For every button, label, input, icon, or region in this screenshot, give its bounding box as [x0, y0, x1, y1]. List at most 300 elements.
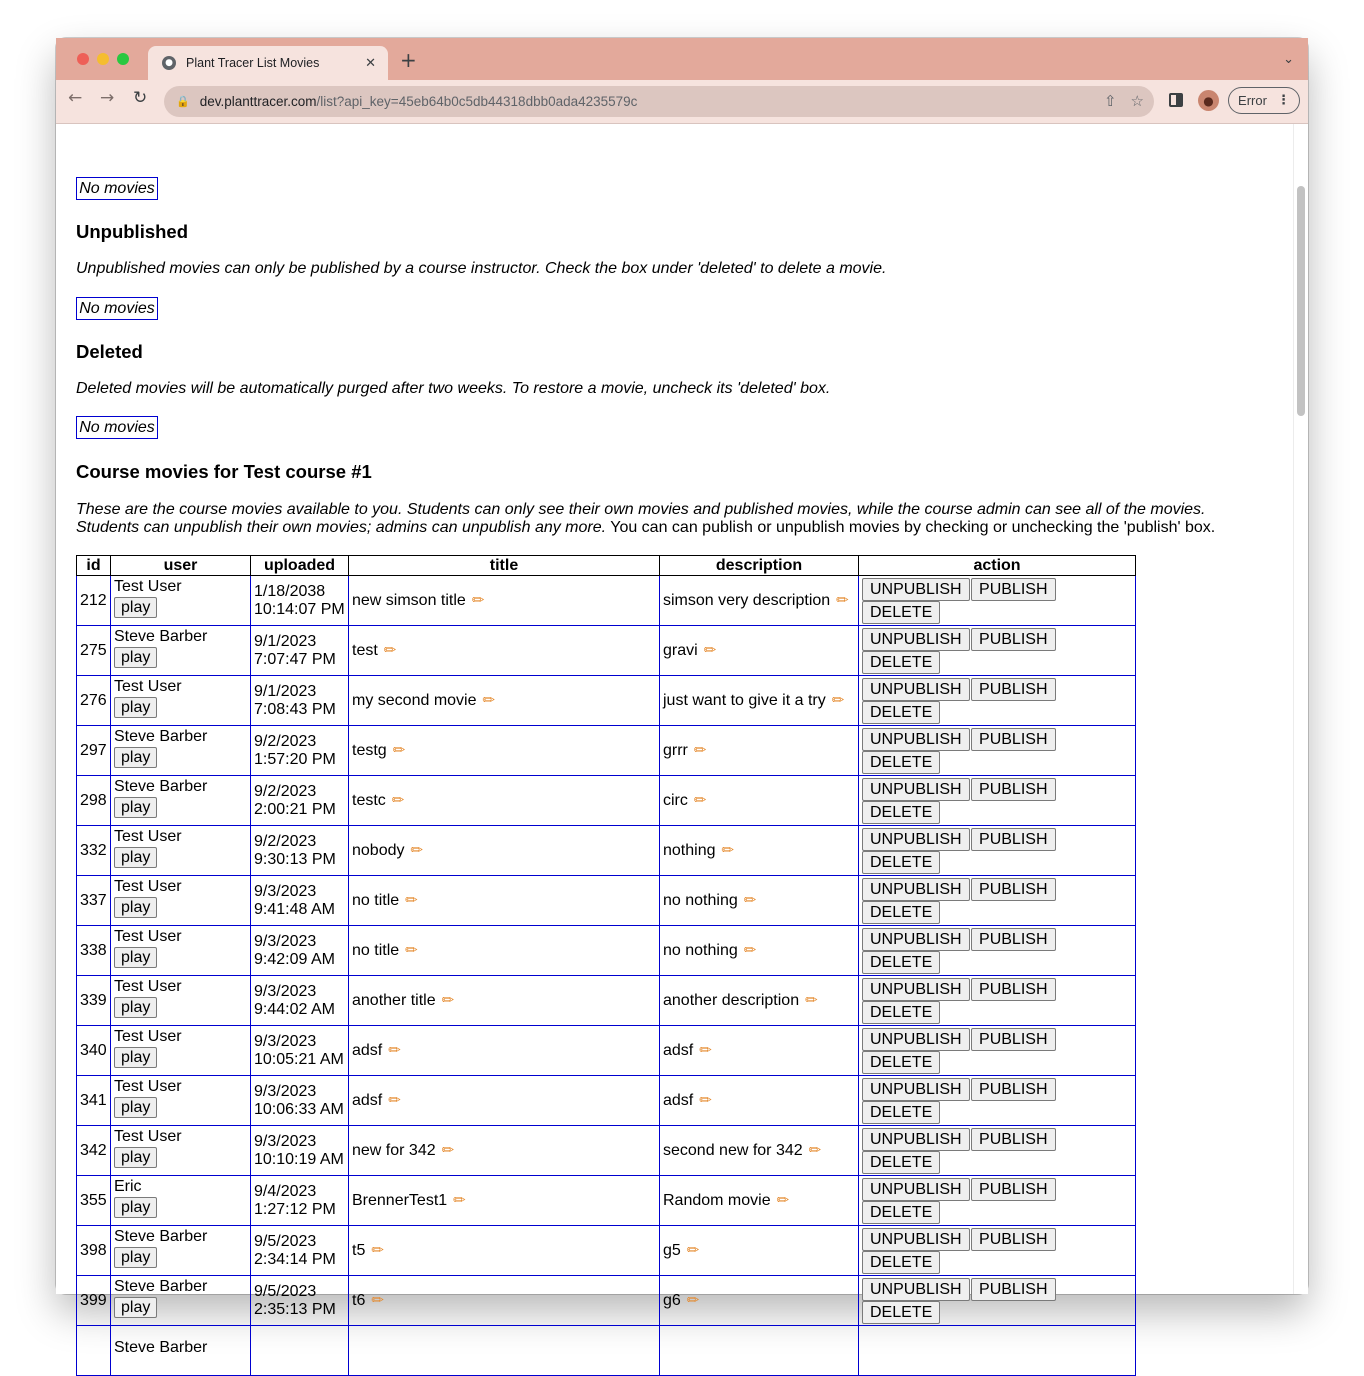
pencil-edit-icon[interactable]: ✏: [743, 941, 757, 959]
unpublish-button[interactable]: UNPUBLISH: [862, 1228, 970, 1251]
cell-uploaded: [251, 576, 349, 626]
tab-plant-tracer[interactable]: [148, 46, 388, 80]
cell-uploaded: [251, 1026, 349, 1076]
cell-id: 339: [77, 976, 111, 1026]
unpublish-button[interactable]: UNPUBLISH: [862, 1078, 970, 1101]
header-uploaded: uploaded: [251, 556, 349, 576]
cell-uploaded: [251, 876, 349, 926]
movie-description: Random movie: [663, 1192, 771, 1209]
cell-uploaded: [251, 1176, 349, 1226]
cell-description: [660, 1326, 859, 1376]
pencil-edit-icon[interactable]: ✏: [831, 691, 845, 709]
pencil-edit-icon[interactable]: ✏: [410, 841, 424, 859]
publish-button[interactable]: PUBLISH: [971, 728, 1055, 751]
play-button[interactable]: play: [114, 1197, 157, 1218]
movie-title: testc: [352, 792, 386, 809]
upload-date: 9/1/2023: [254, 632, 317, 650]
cell-action: [859, 676, 1136, 726]
pencil-edit-icon[interactable]: ✏: [836, 591, 849, 609]
upload-date: 9/3/2023: [254, 882, 317, 900]
cell-title: [349, 676, 660, 726]
upload-time: 10:05:21 AM: [254, 1050, 344, 1068]
unpublished-note: Unpublished movies can only be published by a course instructor. Check the box under 'deleted' to delete a movie.: [76, 260, 887, 277]
cell-description: [660, 1226, 859, 1276]
upload-date: 9/5/2023: [254, 1232, 317, 1250]
publish-button[interactable]: PUBLISH: [971, 1228, 1055, 1251]
movie-title: t6: [352, 1292, 366, 1309]
pencil-edit-icon[interactable]: ✏: [699, 1091, 712, 1109]
cell-title: [349, 876, 660, 926]
pencil-edit-icon[interactable]: ✏: [371, 1291, 384, 1309]
user-name: Eric: [114, 1177, 142, 1195]
cell-id: 298: [77, 776, 111, 826]
cell-user: [111, 776, 251, 826]
minimize-window-button[interactable]: [97, 53, 109, 65]
play-button[interactable]: play: [114, 1097, 157, 1118]
cell-user: [111, 976, 251, 1026]
cell-user: [111, 1076, 251, 1126]
upload-date: 9/3/2023: [254, 1032, 317, 1050]
pencil-edit-icon[interactable]: ✏: [392, 741, 406, 759]
cell-user: [111, 1176, 251, 1226]
cell-action: [859, 576, 1136, 626]
kebab-menu-icon: ⋮: [1276, 93, 1290, 108]
unpublish-button[interactable]: UNPUBLISH: [862, 1028, 970, 1051]
table-row: [77, 976, 1136, 1026]
cell-description: [660, 926, 859, 976]
cell-user: [111, 576, 251, 626]
delete-button[interactable]: DELETE: [862, 1201, 940, 1224]
cell-description: [660, 576, 859, 626]
cell-action: [859, 1026, 1136, 1076]
movie-description: gravi: [663, 642, 698, 659]
user-name: Test User: [114, 577, 182, 595]
tab-search-chevron-icon[interactable]: ⌄: [1283, 52, 1294, 67]
tab-title: Plant Tracer List Movies: [186, 56, 320, 70]
table-row: [77, 1126, 1136, 1176]
cell-title: [349, 1276, 660, 1326]
upload-time: 10:06:33 AM: [254, 1100, 344, 1118]
back-arrow-icon[interactable]: ←: [68, 88, 83, 108]
cell-action: [859, 926, 1136, 976]
table-row: [77, 676, 1136, 726]
movie-description: adsf: [663, 1042, 694, 1059]
upload-time: 9:42:09 AM: [254, 950, 335, 968]
cell-action: [859, 976, 1136, 1026]
cell-action: [859, 776, 1136, 826]
publish-button[interactable]: PUBLISH: [971, 878, 1055, 901]
cell-id: 341: [77, 1076, 111, 1126]
cell-uploaded: [251, 676, 349, 726]
unpublish-button[interactable]: UNPUBLISH: [862, 1128, 970, 1151]
url-text[interactable]: dev.planttracer.com/list?api_key=45eb64b0c5db44318dbb0ada4235579c: [199, 94, 638, 109]
pencil-edit-icon[interactable]: ✏: [405, 891, 418, 909]
upload-date: 9/2/2023: [254, 782, 317, 800]
pencil-edit-icon[interactable]: ✏: [383, 641, 397, 659]
cell-user: [111, 826, 251, 876]
table-row: [77, 1226, 1136, 1276]
forward-arrow-icon[interactable]: →: [100, 88, 115, 108]
movie-title: my second movie: [352, 692, 477, 709]
publish-button[interactable]: PUBLISH: [971, 978, 1055, 1001]
browser-window: [56, 38, 1308, 1356]
cell-uploaded: [251, 626, 349, 676]
delete-button[interactable]: DELETE: [862, 1151, 940, 1174]
published-empty-box: No movies: [76, 177, 158, 200]
cell-id: 398: [77, 1226, 111, 1276]
cell-title: [349, 776, 660, 826]
cell-user: [111, 1276, 251, 1326]
cell-action: [859, 1276, 1136, 1326]
movie-title: adsf: [352, 1092, 383, 1109]
upload-time: 2:35:13 PM: [254, 1300, 336, 1318]
cell-description: [660, 776, 859, 826]
cell-description: [660, 626, 859, 676]
play-button[interactable]: play: [114, 1047, 157, 1068]
cell-title: [349, 1176, 660, 1226]
header-action: action: [859, 556, 1136, 576]
upload-time: 9:41:48 AM: [254, 900, 335, 918]
user-name: Test User: [114, 1077, 182, 1095]
upload-time: 7:08:43 PM: [254, 700, 336, 718]
cell-title: [349, 626, 660, 676]
upload-time: 7:07:47 PM: [254, 650, 336, 668]
cell-user: [111, 676, 251, 726]
movie-title: no title: [352, 942, 400, 959]
movie-title: new for 342: [352, 1142, 436, 1159]
pencil-edit-icon[interactable]: ✏: [482, 691, 496, 709]
cell-id: 342: [77, 1126, 111, 1176]
unpublish-button[interactable]: UNPUBLISH: [862, 678, 970, 701]
header-user: user: [111, 556, 251, 576]
publish-button[interactable]: PUBLISH: [971, 1178, 1055, 1201]
cell-user: [111, 626, 251, 676]
pencil-edit-icon[interactable]: ✏: [743, 891, 757, 909]
side-panel-icon[interactable]: [1169, 93, 1183, 107]
unpublish-button[interactable]: UNPUBLISH: [862, 628, 970, 651]
cell-user: [111, 726, 251, 776]
publish-button[interactable]: PUBLISH: [971, 678, 1055, 701]
delete-button[interactable]: DELETE: [862, 601, 940, 624]
upload-time: 9:44:02 AM: [254, 1000, 335, 1018]
cell-action: [859, 726, 1136, 776]
table-row: [77, 1276, 1136, 1326]
browser-toolbar: [56, 80, 1308, 124]
cell-title: [349, 1076, 660, 1126]
movie-description: second new for 342: [663, 1142, 803, 1159]
cell-id: 212: [77, 576, 111, 626]
upload-date: 9/2/2023: [254, 832, 317, 850]
cell-title: [349, 976, 660, 1026]
delete-button[interactable]: DELETE: [862, 1301, 940, 1324]
movie-title: test: [352, 642, 378, 659]
cell-action: [859, 1076, 1136, 1126]
cell-id: 276: [77, 676, 111, 726]
cell-description: [660, 826, 859, 876]
upload-time: 10:10:19 AM: [254, 1150, 344, 1168]
cell-user: [111, 926, 251, 976]
delete-button[interactable]: DELETE: [862, 901, 940, 924]
cell-title: [349, 1126, 660, 1176]
publish-button[interactable]: PUBLISH: [971, 628, 1055, 651]
publish-button[interactable]: PUBLISH: [971, 778, 1055, 801]
table-row: [77, 1076, 1136, 1126]
user-name: Test User: [114, 927, 182, 945]
delete-button[interactable]: DELETE: [862, 751, 940, 774]
upload-time: 2:00:21 PM: [254, 800, 336, 818]
play-button[interactable]: play: [114, 947, 157, 968]
cell-description: [660, 1276, 859, 1326]
movie-title: new simson title: [352, 592, 466, 609]
upload-time: 1:27:12 PM: [254, 1200, 336, 1218]
unpublish-button[interactable]: UNPUBLISH: [862, 978, 970, 1001]
cell-action: [859, 1226, 1136, 1276]
pencil-edit-icon[interactable]: ✏: [686, 1241, 700, 1259]
table-row: [77, 776, 1136, 826]
close-window-button[interactable]: [77, 53, 89, 65]
publish-button[interactable]: PUBLISH: [971, 1128, 1055, 1151]
table-row: [77, 626, 1136, 676]
user-name: Test User: [114, 1127, 182, 1145]
pencil-edit-icon[interactable]: ✏: [776, 1191, 790, 1209]
cell-id: 275: [77, 626, 111, 676]
unpublish-button[interactable]: UNPUBLISH: [862, 878, 970, 901]
unpublish-button[interactable]: UNPUBLISH: [862, 728, 970, 751]
close-tab-icon[interactable]: ✕: [365, 55, 376, 71]
movie-description: another description: [663, 992, 800, 1009]
cell-title: [349, 926, 660, 976]
play-button[interactable]: play: [114, 897, 157, 918]
publish-button[interactable]: PUBLISH: [971, 828, 1055, 851]
movie-description: circ: [663, 792, 688, 809]
star-icon[interactable]: ☆: [1130, 92, 1144, 110]
pencil-edit-icon[interactable]: ✏: [391, 791, 405, 809]
publish-button[interactable]: PUBLISH: [971, 1078, 1055, 1101]
cell-id: 297: [77, 726, 111, 776]
pencil-edit-icon[interactable]: ✏: [693, 741, 707, 759]
upload-date: 9/3/2023: [254, 932, 317, 950]
new-tab-button[interactable]: +: [400, 48, 417, 72]
user-name: Test User: [114, 827, 182, 845]
page-viewport: [56, 124, 1308, 1356]
upload-date: 9/2/2023: [254, 732, 317, 750]
user-name: Test User: [114, 877, 182, 895]
delete-button[interactable]: DELETE: [862, 1051, 940, 1074]
pencil-edit-icon[interactable]: ✏: [471, 591, 485, 609]
movie-description: grrr: [663, 742, 688, 759]
movie-description: g6: [663, 1292, 681, 1309]
cell-action: [859, 826, 1136, 876]
unpublish-button[interactable]: UNPUBLISH: [862, 1278, 970, 1301]
cell-uploaded: [251, 1076, 349, 1126]
globe-icon: ●: [162, 56, 176, 70]
cell-description: [660, 1176, 859, 1226]
pencil-edit-icon[interactable]: ✏: [371, 1241, 384, 1259]
cell-action: [859, 626, 1136, 676]
delete-button[interactable]: DELETE: [862, 1251, 940, 1274]
play-button[interactable]: play: [114, 647, 157, 668]
upload-date: 9/1/2023: [254, 682, 317, 700]
user-name: Steve Barber: [114, 727, 208, 745]
publish-button[interactable]: PUBLISH: [971, 1028, 1055, 1051]
cell-description: [660, 676, 859, 726]
movie-description: just want to give it a try: [663, 692, 826, 709]
table-row: [77, 1326, 1136, 1376]
course-movies-heading: Course movies for Test course #1: [76, 461, 372, 482]
table-row: [77, 576, 1136, 626]
cell-user: [111, 1026, 251, 1076]
cell-description: [660, 1026, 859, 1076]
cell-uploaded: [251, 776, 349, 826]
profile-error-button[interactable]: Error ⋮: [1228, 87, 1300, 114]
cell-uploaded: [251, 1326, 349, 1376]
unpublish-button[interactable]: UNPUBLISH: [862, 1178, 970, 1201]
cell-user: [111, 1326, 251, 1376]
cell-id: 332: [77, 826, 111, 876]
pencil-edit-icon[interactable]: ✏: [441, 991, 455, 1009]
movie-description: no nothing: [663, 942, 738, 959]
scrollbar-thumb[interactable]: [1297, 186, 1305, 416]
publish-button[interactable]: PUBLISH: [971, 928, 1055, 951]
cell-description: [660, 726, 859, 776]
publish-button[interactable]: PUBLISH: [971, 578, 1055, 601]
pencil-edit-icon[interactable]: ✏: [405, 941, 418, 959]
movie-description: no nothing: [663, 892, 738, 909]
cell-action: [859, 1126, 1136, 1176]
play-button[interactable]: play: [114, 1247, 157, 1268]
unpublish-button[interactable]: UNPUBLISH: [862, 928, 970, 951]
pencil-edit-icon[interactable]: ✏: [388, 1091, 401, 1109]
pencil-edit-icon[interactable]: ✏: [699, 1041, 712, 1059]
table-row: [77, 1176, 1136, 1226]
play-button[interactable]: play: [114, 797, 157, 818]
cell-uploaded: [251, 1226, 349, 1276]
cell-id: 355: [77, 1176, 111, 1226]
play-button[interactable]: play: [114, 847, 157, 868]
unpublished-heading: Unpublished: [76, 221, 189, 242]
cell-id: [77, 1326, 111, 1376]
user-name: Test User: [114, 977, 182, 995]
cell-id: 337: [77, 876, 111, 926]
upload-time: 9:30:13 PM: [254, 850, 336, 868]
delete-button[interactable]: DELETE: [862, 701, 940, 724]
share-icon[interactable]: ⇧: [1103, 92, 1117, 110]
course-movies-note: These are the course movies available to you. Students can only see their own movies and published movies, while the course admin can see all of the movies. Students can unpublish their own movies; admins can unpublish any more. You can can publish or unpublish movies by checking or unchecking the 'publish' box.: [76, 501, 1216, 536]
movie-description: nothing: [663, 842, 716, 859]
upload-date: 1/18/2038: [254, 582, 326, 600]
movie-title: another title: [352, 992, 436, 1009]
table-row: [77, 826, 1136, 876]
user-name: Steve Barber: [114, 1277, 208, 1295]
cell-user: [111, 1126, 251, 1176]
play-button[interactable]: play: [114, 747, 157, 768]
cell-title: [349, 1026, 660, 1076]
play-button[interactable]: play: [114, 597, 157, 618]
user-name: Steve Barber: [114, 777, 208, 795]
delete-button[interactable]: DELETE: [862, 801, 940, 824]
deleted-empty-box: No movies: [76, 416, 158, 439]
pencil-edit-icon[interactable]: ✏: [693, 791, 707, 809]
cell-title: [349, 1226, 660, 1276]
delete-button[interactable]: DELETE: [862, 851, 940, 874]
unpublish-button[interactable]: UNPUBLISH: [862, 828, 970, 851]
user-name: Test User: [114, 1027, 182, 1045]
unpublished-empty-box: No movies: [76, 297, 158, 320]
cell-description: [660, 976, 859, 1026]
movies-table: [76, 555, 1136, 1376]
movie-title: testg: [352, 742, 387, 759]
delete-button[interactable]: DELETE: [862, 651, 940, 674]
header-description: description: [660, 556, 859, 576]
delete-button[interactable]: DELETE: [862, 1101, 940, 1124]
cell-uploaded: [251, 1126, 349, 1176]
pencil-edit-icon[interactable]: ✏: [805, 991, 818, 1009]
address-bar[interactable]: [164, 86, 1154, 117]
movie-title: t5: [352, 1242, 366, 1259]
scrollbar[interactable]: [1293, 124, 1308, 1294]
unpublish-button[interactable]: UNPUBLISH: [862, 778, 970, 801]
cell-title: [349, 1326, 660, 1376]
cell-user: [111, 876, 251, 926]
cell-description: [660, 1076, 859, 1126]
upload-time: 2:34:14 PM: [254, 1250, 336, 1268]
play-button[interactable]: play: [114, 997, 157, 1018]
cell-title: [349, 826, 660, 876]
delete-button[interactable]: DELETE: [862, 951, 940, 974]
cell-uploaded: [251, 926, 349, 976]
upload-date: 9/4/2023: [254, 1182, 317, 1200]
table-row: [77, 926, 1136, 976]
pencil-edit-icon[interactable]: ✏: [453, 1191, 466, 1209]
delete-button[interactable]: DELETE: [862, 1001, 940, 1024]
pencil-edit-icon[interactable]: ✏: [808, 1141, 822, 1159]
cell-uploaded: [251, 726, 349, 776]
cell-uploaded: [251, 826, 349, 876]
tab-strip: [56, 38, 1308, 80]
cell-title: [349, 726, 660, 776]
user-name: Steve Barber: [114, 1227, 208, 1245]
play-button[interactable]: play: [114, 1147, 157, 1168]
user-name: Steve Barber: [114, 627, 208, 645]
pencil-edit-icon[interactable]: ✏: [703, 641, 717, 659]
reload-icon[interactable]: ↻: [133, 88, 148, 108]
cell-user: [111, 1226, 251, 1276]
cell-id: 340: [77, 1026, 111, 1076]
publish-button[interactable]: PUBLISH: [971, 1278, 1055, 1301]
play-button[interactable]: play: [114, 1297, 157, 1318]
user-name: Test User: [114, 677, 182, 695]
table-row: [77, 726, 1136, 776]
movie-description: adsf: [663, 1092, 694, 1109]
pencil-edit-icon[interactable]: ✏: [686, 1291, 700, 1309]
movie-title: nobody: [352, 842, 405, 859]
movie-title: BrennerTest1: [352, 1192, 448, 1209]
pencil-edit-icon[interactable]: ✏: [388, 1041, 401, 1059]
profile-icon[interactable]: ●: [1198, 90, 1219, 111]
play-button[interactable]: play: [114, 697, 157, 718]
upload-date: 9/3/2023: [254, 1082, 317, 1100]
cell-id: 338: [77, 926, 111, 976]
lock-icon[interactable]: 🔒: [176, 95, 190, 108]
header-title: title: [349, 556, 660, 576]
pencil-edit-icon[interactable]: ✏: [441, 1141, 455, 1159]
deleted-heading: Deleted: [76, 341, 143, 362]
zoom-window-button[interactable]: [117, 53, 129, 65]
pencil-edit-icon[interactable]: ✏: [721, 841, 735, 859]
cell-description: [660, 1126, 859, 1176]
unpublish-button[interactable]: UNPUBLISH: [862, 578, 970, 601]
movie-title: adsf: [352, 1042, 383, 1059]
